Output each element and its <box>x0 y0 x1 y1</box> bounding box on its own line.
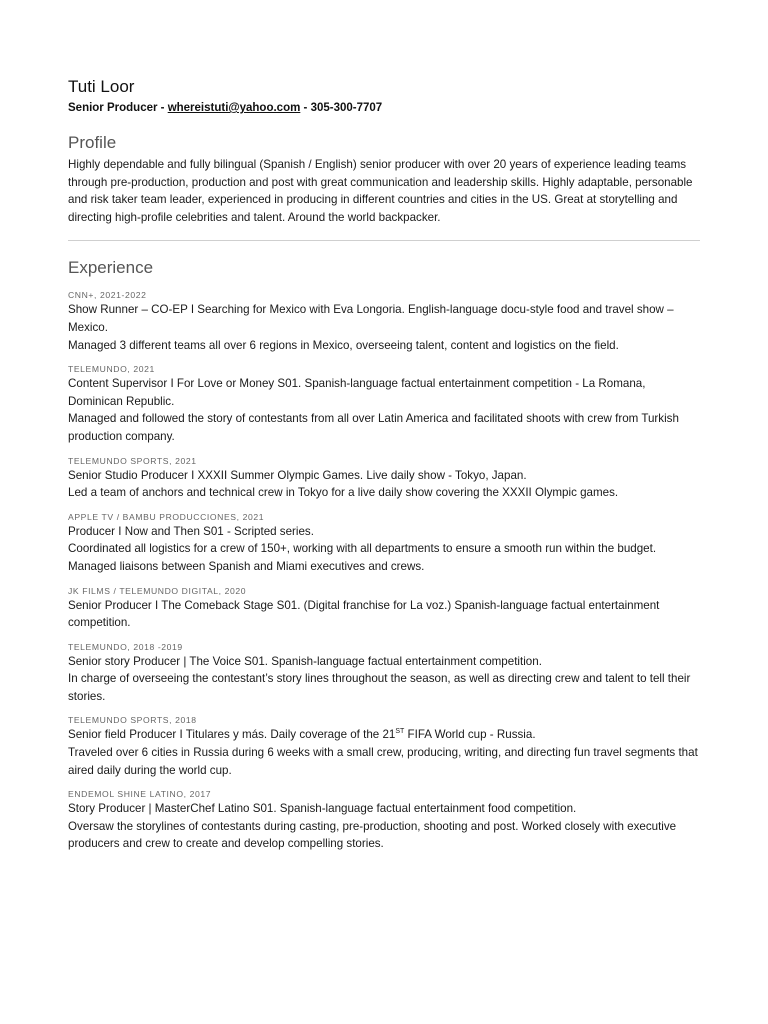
contact-separator: - <box>300 102 311 114</box>
experience-entry <box>68 585 700 632</box>
entry-role: Senior story Producer | The Voice S01. Spanish-language factual entertainment competition. <box>68 654 542 668</box>
entry-description: Coordinated all logistics for a crew of 150+, working with all departments to ensure a smooth run within the budget. Managed liaisons between Spanish and Miami executives and crews. <box>68 542 657 573</box>
entry-description: In charge of overseeing the contestant’s story lines throughout the season, as well as directing crew and talent to tell their stories. <box>68 672 691 703</box>
entry-company: TELEMUNDO SPORTS, 2018 <box>68 715 197 726</box>
experience-entry <box>68 641 700 706</box>
candidate-name: Tuti Loor <box>68 77 135 96</box>
entry-description: Oversaw the storylines of contestants during casting, pre-production, shooting and post. Worked closely with executive producers and crew to create and develop compelling stories. <box>68 819 677 851</box>
entry-company: ENDEMOL SHINE LATINO, 2017 <box>68 789 212 800</box>
entry-role-text-end: FIFA World cup - Russia. <box>404 728 536 742</box>
experience-entry <box>68 289 700 354</box>
entry-role: Senior Studio Producer I XXXII Summer Olympic Games. Live daily show - Tokyo, Japan. <box>68 468 527 482</box>
entry-role <box>68 726 700 744</box>
entry-company: TELEMUNDO, 2021 <box>68 364 155 375</box>
profile-summary: Highly dependable and fully bilingual (Spanish / English) senior producer with over 20 years of experience leading teams through pre-production, production and post with great communication and leadership skills. Highly adaptable, personable and risk taker team leader, experienced in producing in different countries and cities in the US. Great at storytelling and directing high-profile celebrities and talent. Around the world backpacker. <box>68 158 693 224</box>
entry-description: Led a team of anchors and technical crew in Tokyo for a live daily show covering the XXXII Olympic games. <box>68 486 619 500</box>
experience-entry <box>68 455 700 502</box>
entry-role: Senior Producer I The Comeback Stage S01. (Digital franchise for La voz.) Spanish-language factual entertainment competition. <box>68 598 660 630</box>
experience-entry <box>68 714 700 779</box>
entry-company: JK FILMS / TELEMUNDO DIGITAL, 2020 <box>68 585 247 596</box>
phone-number: 305-300-7707 <box>310 102 383 114</box>
section-divider <box>68 240 700 241</box>
entry-company: APPLE TV / BAMBU PRODUCCIONES, 2021 <box>68 511 265 522</box>
entry-description: Managed and followed the story of contestants from all over Latin America and facilitated shoots with crew from Turkish production company. <box>68 412 679 443</box>
ordinal-suffix: ST <box>395 728 405 736</box>
contact-line <box>68 100 700 116</box>
entry-role: Content Supervisor I For Love or Money S01. Spanish-language factual entertainment competition - La Romana, Dominican Republic. <box>68 377 646 408</box>
entry-company: TELEMUNDO SPORTS, 2021 <box>68 455 197 466</box>
entry-role: Producer I Now and Then S01 - Scripted series. <box>68 524 314 538</box>
entry-role: Show Runner – CO-EP I Searching for Mexico with Eva Longoria. English-language docu-style food and travel show – Mexico. <box>68 303 674 334</box>
email-link[interactable]: whereistuti@yahoo.com <box>167 102 301 114</box>
experience-entry <box>68 363 700 445</box>
job-title: Senior Producer - <box>68 102 168 114</box>
entry-role: Story Producer | MasterChef Latino S01. Spanish-language factual entertainment food competition. <box>68 802 577 816</box>
experience-heading: Experience <box>68 258 154 278</box>
entry-description: Managed 3 different teams all over 6 regions in Mexico, overseeing talent, content and logistics on the field. <box>68 338 619 352</box>
profile-heading: Profile <box>68 133 117 152</box>
entry-company: CNN+, 2021-2022 <box>68 290 147 301</box>
experience-entry <box>68 788 700 853</box>
entry-role-text: Senior field Producer I Titulares y más. Daily coverage of the 21 <box>68 728 396 742</box>
entry-company: TELEMUNDO, 2018 -2019 <box>68 641 183 652</box>
experience-list <box>68 289 700 853</box>
experience-entry <box>68 511 700 576</box>
entry-description: Traveled over 6 cities in Russia during 6 weeks with a small crew, producing, writing, and directing fun travel segments that aired daily during the world cup. <box>68 746 698 777</box>
